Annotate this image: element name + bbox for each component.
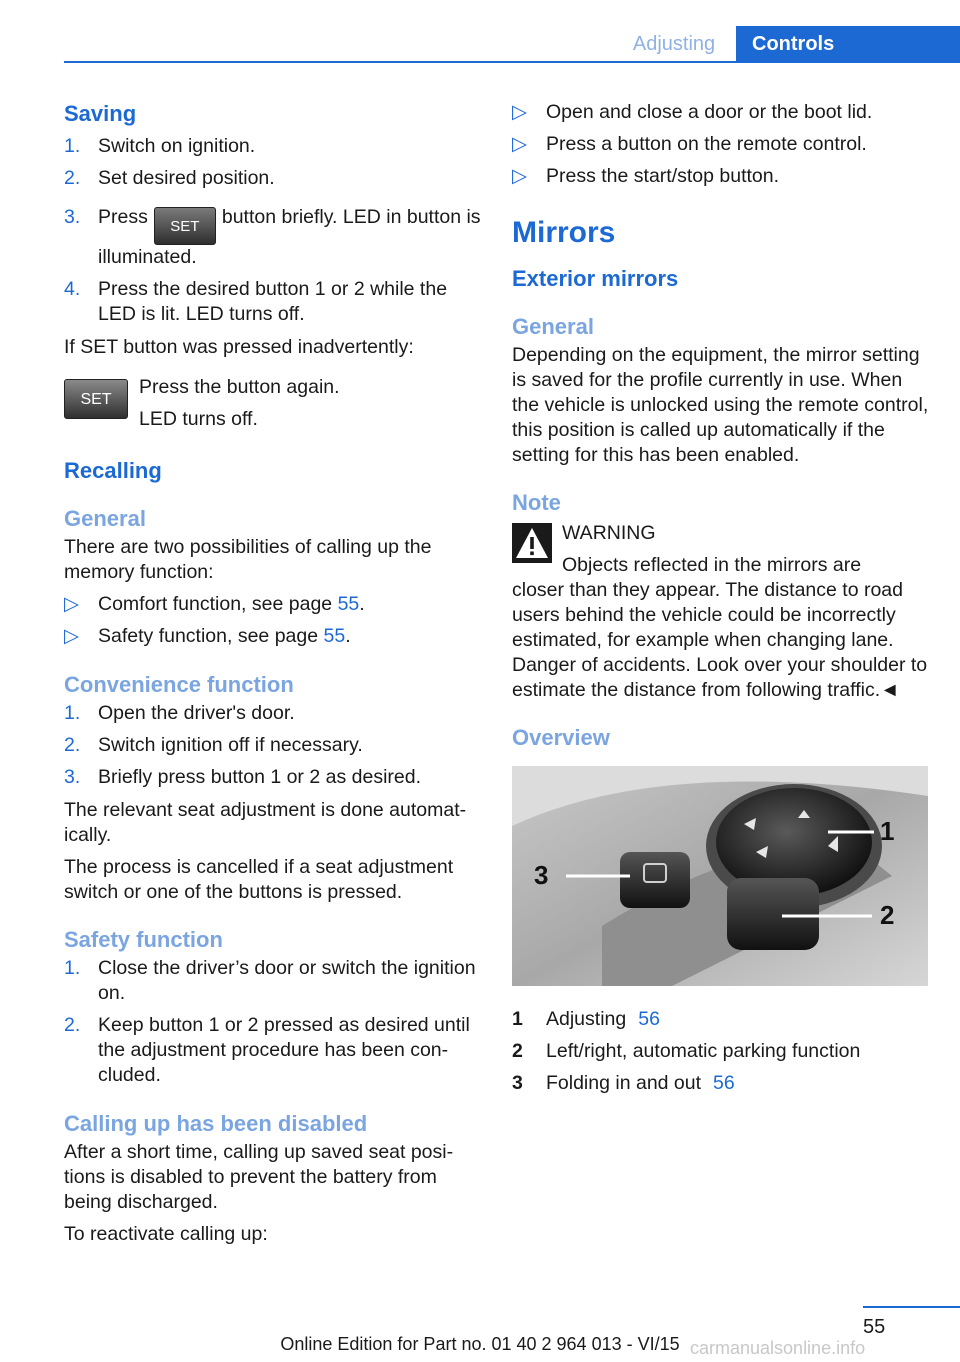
list-item: 2. Keep button 1 or 2 pressed as desired until the adjustment procedure has been concluded. <box>64 1014 470 1086</box>
list-item: 2. Set desired position. <box>64 167 275 189</box>
general-text: Depending on the equipment, the mirror setting is saved for the profile currently in use. When the vehicle is unlocked using the remote control, this position is called up automatically if the setting for this has been enabled. <box>512 344 929 466</box>
list-item: 4. Press the desired button 1 or 2 while the LED is lit. LED turns off. <box>64 278 448 325</box>
convenience-text-2: The process is cancelled if a seat adjustment switch or one of the buttons is pressed. <box>64 856 454 903</box>
set-button-icon: SET <box>154 207 216 245</box>
list-item: ▷ Open and close a door or the boot lid. <box>512 101 873 123</box>
footer-text: Online Edition for Part no. 01 40 2 964 013 - VI/15 <box>280 1334 680 1354</box>
warning-text-rest: closer than they appear. The distance to road users behind the vehicle could be incorrectly estimated, for example when changing lane. Danger of accidents. Look over your shoulder to estimate the distance from following traffic.◄ <box>512 579 928 701</box>
general-list <box>64 592 484 649</box>
page-link[interactable]: 56 <box>713 1072 735 1094</box>
list-item: 1 Adjusting 56 <box>512 1008 660 1030</box>
safety-steps <box>64 956 484 1088</box>
general-heading: General <box>64 506 146 531</box>
watermark: carmanualsonline.info <box>690 1338 866 1358</box>
right-column <box>512 100 930 1103</box>
convenience-heading: Convenience function <box>64 672 294 697</box>
list-item: ▷ Press the start/stop button. <box>512 165 780 187</box>
list-item: 1. Open the driver's door. <box>64 702 295 724</box>
list-item: 3. Press SET button briefly. LED in button is illuminated. <box>64 206 481 268</box>
list-item: 1. Close the driver’s door or switch the ignition on. <box>64 957 476 1004</box>
warning-text-first: Objects reflected in the mirrors are <box>562 554 862 576</box>
list-item: 1. Switch on ignition. <box>64 135 256 157</box>
page-number-rule <box>863 1306 960 1308</box>
warning-icon <box>512 523 552 563</box>
saving-steps <box>64 134 484 327</box>
disabled-heading: Calling up has been disabled <box>64 1111 368 1136</box>
led-off-text: LED turns off. <box>139 408 258 430</box>
photo-callout-2: 2 <box>880 900 895 930</box>
exterior-mirrors-heading: Exterior mirrors <box>512 266 679 291</box>
page-link[interactable]: 55 <box>337 593 360 615</box>
photo-callout-3: 3 <box>534 860 549 890</box>
list-item: 2. Switch ignition off if necessary. <box>64 734 363 756</box>
set-button-icon: SET <box>64 379 128 419</box>
warning-label: WARNING <box>562 522 656 544</box>
saving-heading: Saving <box>64 101 137 126</box>
general-text: There are two possibilities of calling up the memory function: <box>64 536 432 583</box>
page-link[interactable]: 56 <box>638 1008 660 1030</box>
tab-controls[interactable]: Controls <box>736 26 960 62</box>
reactivate-list <box>512 100 930 189</box>
note-heading: Note <box>512 490 561 515</box>
list-item: 3. Briefly press button 1 or 2 as desired. <box>64 766 421 788</box>
safety-heading: Safety function <box>64 927 223 952</box>
page-number: 55 <box>863 1316 886 1338</box>
list-item: 3 Folding in and out 56 <box>512 1072 735 1094</box>
disabled-text-2: To reactivate calling up: <box>64 1223 268 1245</box>
disabled-text-1: After a short time, calling up saved seat positions is disabled to prevent the battery from being discharged. <box>64 1141 454 1213</box>
list-item: ▷ Comfort function, see page 55. <box>64 593 365 615</box>
mirror-controls-photo <box>512 766 928 986</box>
mirrors-heading: Mirrors <box>512 216 616 249</box>
inadvertent-text: If SET button was pressed inadvertently: <box>64 336 414 358</box>
photo-callout-1: 1 <box>880 816 895 846</box>
list-item: ▷ Safety function, see page 55. <box>64 625 351 647</box>
convenience-steps <box>64 701 484 790</box>
convenience-text-1: The relevant seat adjustment is done automatically. <box>64 799 467 846</box>
overview-heading: Overview <box>512 725 610 750</box>
recalling-heading: Recalling <box>64 458 162 483</box>
general-heading: General <box>512 314 594 339</box>
list-item: ▷ Press a button on the remote control. <box>512 133 867 155</box>
press-again-text: Press the button again. <box>139 376 340 398</box>
left-column <box>64 100 484 1254</box>
set-instruction <box>64 367 484 431</box>
list-item: 2 Left/right, automatic parking function <box>512 1040 861 1062</box>
page-link[interactable]: 55 <box>323 625 346 647</box>
tab-adjusting[interactable]: Adjusting <box>632 33 716 55</box>
photo-legend <box>512 1007 930 1096</box>
warning-block <box>512 519 930 703</box>
